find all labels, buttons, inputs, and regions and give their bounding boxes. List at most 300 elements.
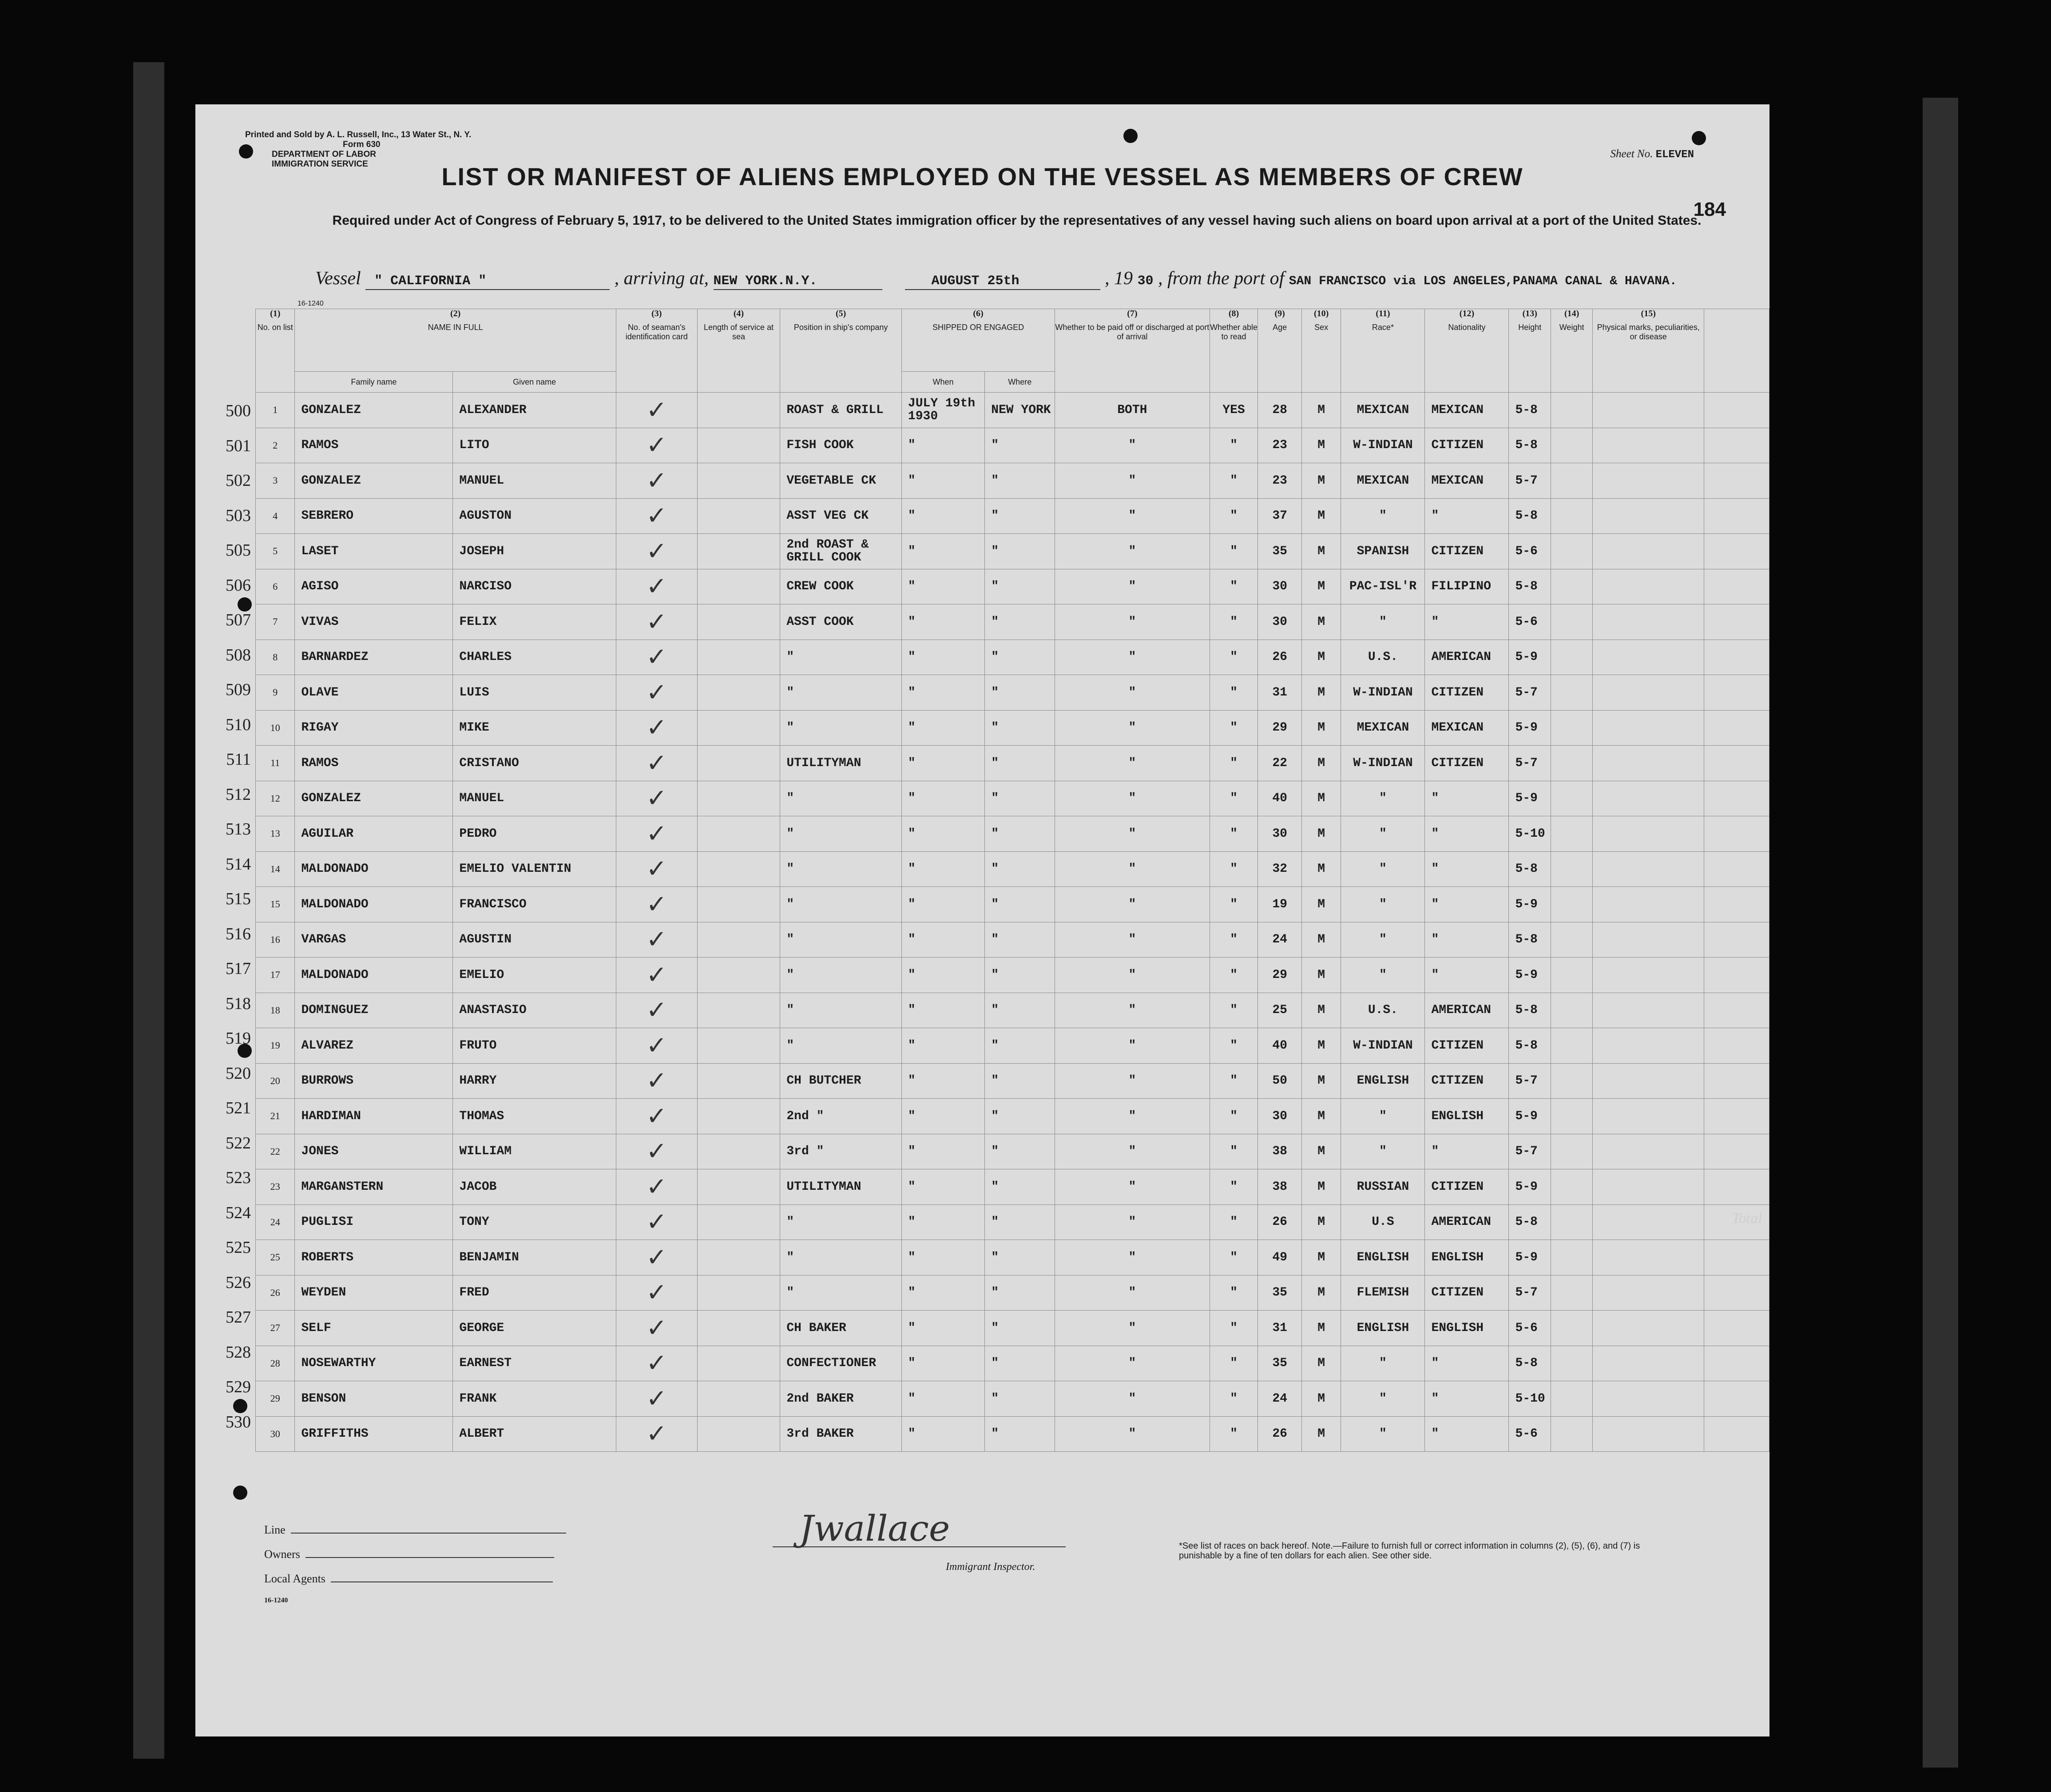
age-cell: 26 bbox=[1258, 1204, 1301, 1240]
length-of-service-cell bbox=[697, 993, 780, 1028]
table-row bbox=[256, 1028, 1769, 1064]
sheet-line-number: 502 bbox=[226, 471, 251, 490]
height-cell: 5-6 bbox=[1509, 534, 1551, 569]
height-cell: 5-7 bbox=[1509, 1275, 1551, 1311]
able-to-read-cell: " bbox=[1210, 640, 1258, 675]
blank-cell-cell bbox=[1704, 887, 1769, 922]
length-of-service-cell bbox=[697, 746, 780, 781]
col-header-sex: (10) Sex bbox=[1301, 309, 1341, 393]
given-name-cell: BENJAMIN bbox=[453, 1240, 616, 1275]
race-cell: U.S. bbox=[1341, 640, 1425, 675]
height-cell: 5-8 bbox=[1509, 1028, 1551, 1064]
position-cell: ASST VEG CK bbox=[780, 498, 902, 534]
sheet-line-number: 522 bbox=[226, 1133, 251, 1152]
able-to-read-cell: " bbox=[1210, 1099, 1258, 1134]
length-of-service-cell bbox=[697, 1240, 780, 1275]
agents-label: Local Agents bbox=[264, 1572, 325, 1585]
nationality-cell: FILIPINO bbox=[1425, 569, 1509, 604]
agents-field bbox=[264, 1572, 553, 1585]
row-number-cell: 15 bbox=[256, 887, 295, 922]
shipped-when-cell: " bbox=[901, 1169, 984, 1205]
race-cell: " bbox=[1341, 781, 1425, 816]
blank-cell-cell bbox=[1704, 710, 1769, 746]
height-cell: 5-9 bbox=[1509, 781, 1551, 816]
paid-off-cell: " bbox=[1055, 498, 1210, 534]
shipped-where-cell: " bbox=[985, 710, 1055, 746]
shipped-where-cell: NEW YORK bbox=[985, 393, 1055, 428]
row-number-cell: 11 bbox=[256, 746, 295, 781]
position-cell: 2nd ROAST & GRILL COOK bbox=[780, 534, 902, 569]
race-cell: " bbox=[1341, 958, 1425, 993]
blank-cell-cell bbox=[1704, 746, 1769, 781]
weight-cell bbox=[1551, 816, 1593, 852]
given-name-cell: AGUSTON bbox=[453, 498, 616, 534]
weight-cell bbox=[1551, 1169, 1593, 1205]
id-card-check-cell: ✓ bbox=[616, 958, 697, 993]
table-row bbox=[256, 1381, 1769, 1417]
weight-cell bbox=[1551, 993, 1593, 1028]
given-name-cell: ANASTASIO bbox=[453, 993, 616, 1028]
inspector-signature bbox=[773, 1508, 1083, 1547]
shipped-when-cell: " bbox=[901, 1416, 984, 1452]
blank-cell-cell bbox=[1704, 1346, 1769, 1381]
family-name-cell: VIVAS bbox=[295, 604, 453, 640]
physical-marks-cell bbox=[1593, 569, 1704, 604]
row-number-cell: 23 bbox=[256, 1169, 295, 1205]
length-of-service-cell bbox=[697, 1169, 780, 1205]
id-card-check-cell: ✓ bbox=[616, 1311, 697, 1346]
arrival-year: 30 bbox=[1137, 274, 1154, 289]
race-cell: " bbox=[1341, 1099, 1425, 1134]
physical-marks-cell bbox=[1593, 1099, 1704, 1134]
family-name-cell: AGISO bbox=[295, 569, 453, 604]
race-cell: MEXICAN bbox=[1341, 393, 1425, 428]
shipped-where-cell: " bbox=[985, 1204, 1055, 1240]
nationality-cell: CITIZEN bbox=[1425, 428, 1509, 463]
sheet-line-number: 521 bbox=[226, 1099, 251, 1117]
hole-punch bbox=[239, 144, 253, 159]
given-name-cell: JOSEPH bbox=[453, 534, 616, 569]
id-card-check-cell: ✓ bbox=[616, 922, 697, 958]
shipped-when-cell: " bbox=[901, 887, 984, 922]
row-number-cell: 18 bbox=[256, 993, 295, 1028]
position-cell: CH BUTCHER bbox=[780, 1063, 902, 1099]
id-card-check-cell: ✓ bbox=[616, 1063, 697, 1099]
nationality-cell: MEXICAN bbox=[1425, 710, 1509, 746]
shipped-where-cell: " bbox=[985, 958, 1055, 993]
able-to-read-cell: " bbox=[1210, 1028, 1258, 1064]
given-name-cell: ALBERT bbox=[453, 1416, 616, 1452]
family-name-cell: GONZALEZ bbox=[295, 393, 453, 428]
able-to-read-cell: " bbox=[1210, 887, 1258, 922]
id-card-check-cell: ✓ bbox=[616, 534, 697, 569]
row-number-cell: 29 bbox=[256, 1381, 295, 1417]
row-number-cell: 14 bbox=[256, 851, 295, 887]
weight-cell bbox=[1551, 640, 1593, 675]
physical-marks-cell bbox=[1593, 463, 1704, 499]
age-cell: 50 bbox=[1258, 1063, 1301, 1099]
shipped-when-cell: " bbox=[901, 1204, 984, 1240]
id-card-check-cell: ✓ bbox=[616, 746, 697, 781]
paid-off-cell: " bbox=[1055, 993, 1210, 1028]
position-cell: " bbox=[780, 710, 902, 746]
nationality-cell: CITIZEN bbox=[1425, 746, 1509, 781]
length-of-service-cell bbox=[697, 640, 780, 675]
sex-cell: M bbox=[1301, 746, 1341, 781]
row-number-cell: 4 bbox=[256, 498, 295, 534]
row-number-cell: 20 bbox=[256, 1063, 295, 1099]
able-to-read-cell: " bbox=[1210, 1204, 1258, 1240]
row-number-cell: 22 bbox=[256, 1134, 295, 1169]
sex-cell: M bbox=[1301, 1134, 1341, 1169]
paid-off-cell: " bbox=[1055, 781, 1210, 816]
department-name: DEPARTMENT OF LABOR bbox=[272, 150, 377, 159]
length-of-service-cell bbox=[697, 1099, 780, 1134]
age-cell: 23 bbox=[1258, 463, 1301, 499]
race-cell: U.S. bbox=[1341, 993, 1425, 1028]
weight-cell bbox=[1551, 1311, 1593, 1346]
given-name-cell: FELIX bbox=[453, 604, 616, 640]
paid-off-cell: " bbox=[1055, 1028, 1210, 1064]
table-row bbox=[256, 922, 1769, 958]
sheet-line-number: 520 bbox=[226, 1064, 251, 1083]
given-name-cell: EARNEST bbox=[453, 1346, 616, 1381]
family-name-cell: DOMINGUEZ bbox=[295, 993, 453, 1028]
nationality-cell: " bbox=[1425, 851, 1509, 887]
age-cell: 25 bbox=[1258, 993, 1301, 1028]
blank-cell-cell bbox=[1704, 463, 1769, 499]
sex-cell: M bbox=[1301, 1240, 1341, 1275]
position-cell: " bbox=[780, 816, 902, 852]
shipped-where-cell: " bbox=[985, 1063, 1055, 1099]
blank-cell-cell bbox=[1704, 1169, 1769, 1205]
family-name-cell: MALDONADO bbox=[295, 887, 453, 922]
physical-marks-cell bbox=[1593, 1381, 1704, 1417]
position-cell: " bbox=[780, 851, 902, 887]
id-card-check-cell: ✓ bbox=[616, 816, 697, 852]
length-of-service-cell bbox=[697, 498, 780, 534]
id-card-check-cell: ✓ bbox=[616, 1416, 697, 1452]
age-cell: 23 bbox=[1258, 428, 1301, 463]
length-of-service-cell bbox=[697, 1204, 780, 1240]
shipped-where-cell: " bbox=[985, 569, 1055, 604]
height-cell: 5-8 bbox=[1509, 428, 1551, 463]
blank-cell-cell bbox=[1704, 1099, 1769, 1134]
departure-port: SAN FRANCISCO via LOS ANGELES,PANAMA CANAL & HAVANA. bbox=[1289, 274, 1677, 288]
table-row bbox=[256, 1204, 1769, 1240]
shipped-when-cell: " bbox=[901, 1134, 984, 1169]
age-cell: 35 bbox=[1258, 534, 1301, 569]
position-cell: CH BAKER bbox=[780, 1311, 902, 1346]
race-cell: " bbox=[1341, 1416, 1425, 1452]
sex-cell: M bbox=[1301, 604, 1341, 640]
sex-cell: M bbox=[1301, 640, 1341, 675]
blank-cell-cell bbox=[1704, 675, 1769, 711]
footnote: *See list of races on back hereof. Note.—Failure to furnish full or correct information in columns (2), (5), (6), and (7) is punishable by a fine of ten dollars for each alien. See other side. bbox=[1179, 1541, 1640, 1561]
col-header-length: (4) Length of service at sea bbox=[697, 309, 780, 393]
right-binding-strip bbox=[1923, 98, 1958, 1768]
shipped-where-cell: " bbox=[985, 428, 1055, 463]
shipped-where-cell: " bbox=[985, 922, 1055, 958]
position-cell: " bbox=[780, 1240, 902, 1275]
table-row bbox=[256, 1240, 1769, 1275]
page-title: LIST OR MANIFEST OF ALIENS EMPLOYED ON THE VESSEL AS MEMBERS OF CREW bbox=[441, 163, 1523, 191]
able-to-read-cell: " bbox=[1210, 1169, 1258, 1205]
id-card-check-cell: ✓ bbox=[616, 675, 697, 711]
nationality-cell: " bbox=[1425, 604, 1509, 640]
sex-cell: M bbox=[1301, 428, 1341, 463]
length-of-service-cell bbox=[697, 428, 780, 463]
table-row bbox=[256, 534, 1769, 569]
sheet-line-number: 512 bbox=[226, 785, 251, 804]
physical-marks-cell bbox=[1593, 958, 1704, 993]
hole-punch bbox=[238, 597, 252, 612]
physical-marks-cell bbox=[1593, 604, 1704, 640]
given-name-cell: CHARLES bbox=[453, 640, 616, 675]
family-name-cell: RAMOS bbox=[295, 428, 453, 463]
sex-cell: M bbox=[1301, 1169, 1341, 1205]
nationality-cell: " bbox=[1425, 1346, 1509, 1381]
id-card-check-cell: ✓ bbox=[616, 463, 697, 499]
position-cell: " bbox=[780, 1204, 902, 1240]
col-header-age: (9) Age bbox=[1258, 309, 1301, 393]
hole-punch bbox=[233, 1486, 247, 1500]
given-name-cell: LITO bbox=[453, 428, 616, 463]
shipped-when-cell: " bbox=[901, 428, 984, 463]
age-cell: 49 bbox=[1258, 1240, 1301, 1275]
sex-cell: M bbox=[1301, 463, 1341, 499]
length-of-service-cell bbox=[697, 1311, 780, 1346]
age-cell: 29 bbox=[1258, 710, 1301, 746]
family-name-cell: BARNARDEZ bbox=[295, 640, 453, 675]
position-cell: FISH COOK bbox=[780, 428, 902, 463]
length-of-service-cell bbox=[697, 569, 780, 604]
able-to-read-cell: " bbox=[1210, 534, 1258, 569]
blank-cell-cell bbox=[1704, 393, 1769, 428]
family-name-cell: AGUILAR bbox=[295, 816, 453, 852]
height-cell: 5-8 bbox=[1509, 393, 1551, 428]
blank-cell-cell bbox=[1704, 1311, 1769, 1346]
weight-cell bbox=[1551, 1204, 1593, 1240]
physical-marks-cell bbox=[1593, 922, 1704, 958]
col-header-marks: (15) Physical marks, peculiarities, or disease bbox=[1593, 309, 1704, 393]
blank-cell-cell bbox=[1704, 498, 1769, 534]
physical-marks-cell bbox=[1593, 1311, 1704, 1346]
race-cell: ENGLISH bbox=[1341, 1311, 1425, 1346]
row-number-cell: 3 bbox=[256, 463, 295, 499]
shipped-where-cell: " bbox=[985, 675, 1055, 711]
length-of-service-cell bbox=[697, 1346, 780, 1381]
shipped-where-cell: " bbox=[985, 1311, 1055, 1346]
weight-cell bbox=[1551, 1099, 1593, 1134]
shipped-where-cell: " bbox=[985, 534, 1055, 569]
arriving-label: , arriving at, bbox=[614, 268, 709, 289]
shipped-where-cell: " bbox=[985, 1275, 1055, 1311]
sex-cell: M bbox=[1301, 1416, 1341, 1452]
age-cell: 22 bbox=[1258, 746, 1301, 781]
race-cell: " bbox=[1341, 887, 1425, 922]
weight-cell bbox=[1551, 1240, 1593, 1275]
physical-marks-cell bbox=[1593, 710, 1704, 746]
owners-label: Owners bbox=[264, 1548, 300, 1561]
sheet-number bbox=[1611, 148, 1694, 161]
length-of-service-cell bbox=[697, 463, 780, 499]
sheet-line-number: 513 bbox=[226, 820, 251, 838]
sheet-number-value: ELEVEN bbox=[1655, 149, 1694, 161]
position-cell: " bbox=[780, 958, 902, 993]
family-name-cell: OLAVE bbox=[295, 675, 453, 711]
race-cell: W-INDIAN bbox=[1341, 746, 1425, 781]
sex-cell: M bbox=[1301, 1275, 1341, 1311]
table-row bbox=[256, 1311, 1769, 1346]
paid-off-cell: " bbox=[1055, 640, 1210, 675]
position-cell: CREW COOK bbox=[780, 569, 902, 604]
position-cell: ASST COOK bbox=[780, 604, 902, 640]
shipped-where-cell: " bbox=[985, 746, 1055, 781]
length-of-service-cell bbox=[697, 816, 780, 852]
blank-cell-cell bbox=[1704, 922, 1769, 958]
nationality-cell: " bbox=[1425, 498, 1509, 534]
nationality-cell: CITIZEN bbox=[1425, 1275, 1509, 1311]
physical-marks-cell bbox=[1593, 816, 1704, 852]
table-row bbox=[256, 1416, 1769, 1452]
shipped-where-cell: " bbox=[985, 1240, 1055, 1275]
nationality-cell: " bbox=[1425, 958, 1509, 993]
sex-cell: M bbox=[1301, 710, 1341, 746]
id-card-check-cell: ✓ bbox=[616, 1099, 697, 1134]
hole-punch bbox=[1692, 131, 1706, 145]
nationality-cell: " bbox=[1425, 1416, 1509, 1452]
sheet-line-number: 507 bbox=[226, 611, 251, 629]
blank-cell-cell bbox=[1704, 1028, 1769, 1064]
shipped-when-cell: " bbox=[901, 746, 984, 781]
physical-marks-cell bbox=[1593, 746, 1704, 781]
paid-off-cell: " bbox=[1055, 463, 1210, 499]
age-cell: 31 bbox=[1258, 1311, 1301, 1346]
race-cell: ENGLISH bbox=[1341, 1063, 1425, 1099]
position-cell: 3rd " bbox=[780, 1134, 902, 1169]
length-of-service-cell bbox=[697, 393, 780, 428]
col-header-no: (1) No. on list bbox=[256, 309, 295, 393]
paid-off-cell: " bbox=[1055, 1204, 1210, 1240]
height-cell: 5-8 bbox=[1509, 1204, 1551, 1240]
table-row bbox=[256, 710, 1769, 746]
paid-off-cell: " bbox=[1055, 958, 1210, 993]
shipped-when-cell: " bbox=[901, 958, 984, 993]
sex-cell: M bbox=[1301, 816, 1341, 852]
position-cell: 2nd BAKER bbox=[780, 1381, 902, 1417]
physical-marks-cell bbox=[1593, 1063, 1704, 1099]
shipped-when-cell: " bbox=[901, 640, 984, 675]
sex-cell: M bbox=[1301, 922, 1341, 958]
family-name-cell: JONES bbox=[295, 1134, 453, 1169]
page-number: 184 bbox=[1693, 199, 1726, 220]
blank-cell-cell bbox=[1704, 534, 1769, 569]
weight-cell bbox=[1551, 428, 1593, 463]
table-row bbox=[256, 428, 1769, 463]
family-name-cell: WEYDEN bbox=[295, 1275, 453, 1311]
height-cell: 5-9 bbox=[1509, 958, 1551, 993]
family-name-cell: HARDIMAN bbox=[295, 1099, 453, 1134]
shipped-where-cell: " bbox=[985, 1028, 1055, 1064]
shipped-when-cell: " bbox=[901, 816, 984, 852]
family-name-cell: MALDONADO bbox=[295, 851, 453, 887]
physical-marks-cell bbox=[1593, 887, 1704, 922]
weight-cell bbox=[1551, 1381, 1593, 1417]
height-cell: 5-8 bbox=[1509, 569, 1551, 604]
row-number-cell: 19 bbox=[256, 1028, 295, 1064]
race-cell: MEXICAN bbox=[1341, 463, 1425, 499]
crew-table bbox=[255, 309, 1769, 1452]
sheet-line-number: 503 bbox=[226, 506, 251, 525]
inspector-label: Immigrant Inspector. bbox=[946, 1561, 1035, 1573]
hole-punch bbox=[233, 1399, 247, 1413]
sheet-line-number: 530 bbox=[226, 1412, 251, 1431]
nationality-cell: " bbox=[1425, 922, 1509, 958]
blank-cell-cell bbox=[1704, 816, 1769, 852]
blank-cell-cell bbox=[1704, 1416, 1769, 1452]
sex-cell: M bbox=[1301, 569, 1341, 604]
nationality-cell: CITIZEN bbox=[1425, 1169, 1509, 1205]
table-row bbox=[256, 958, 1769, 993]
signature-text: Jwallace bbox=[799, 1508, 950, 1549]
paid-off-cell: " bbox=[1055, 1416, 1210, 1452]
race-cell: SPANISH bbox=[1341, 534, 1425, 569]
family-name-cell: LASET bbox=[295, 534, 453, 569]
given-name-cell: AGUSTIN bbox=[453, 922, 616, 958]
position-cell: " bbox=[780, 993, 902, 1028]
id-card-check-cell: ✓ bbox=[616, 781, 697, 816]
able-to-read-cell: " bbox=[1210, 1134, 1258, 1169]
position-cell: 2nd " bbox=[780, 1099, 902, 1134]
age-cell: 29 bbox=[1258, 958, 1301, 993]
position-cell: VEGETABLE CK bbox=[780, 463, 902, 499]
paid-off-cell: " bbox=[1055, 746, 1210, 781]
height-cell: 5-8 bbox=[1509, 851, 1551, 887]
row-number-cell: 2 bbox=[256, 428, 295, 463]
vessel-name: " CALIFORNIA " bbox=[374, 274, 487, 289]
position-cell: UTILITYMAN bbox=[780, 746, 902, 781]
age-cell: 30 bbox=[1258, 569, 1301, 604]
form-code: 16-1240 bbox=[298, 300, 324, 307]
paid-off-cell: " bbox=[1055, 1169, 1210, 1205]
nationality-cell: " bbox=[1425, 781, 1509, 816]
arrival-date: AUGUST 25th bbox=[931, 274, 1020, 289]
race-cell: ENGLISH bbox=[1341, 1240, 1425, 1275]
able-to-read-cell: " bbox=[1210, 1240, 1258, 1275]
table-row bbox=[256, 746, 1769, 781]
table-row bbox=[256, 675, 1769, 711]
row-number-cell: 9 bbox=[256, 675, 295, 711]
given-name-cell: FRUTO bbox=[453, 1028, 616, 1064]
length-of-service-cell bbox=[697, 887, 780, 922]
able-to-read-cell: " bbox=[1210, 569, 1258, 604]
family-name-cell: MALDONADO bbox=[295, 958, 453, 993]
sheet-line-number: 514 bbox=[226, 854, 251, 874]
row-number-cell: 30 bbox=[256, 1416, 295, 1452]
shipped-when-cell: JULY 19th 1930 bbox=[901, 393, 984, 428]
header-row bbox=[256, 309, 1769, 372]
sheet-line-number: 509 bbox=[226, 680, 251, 699]
height-cell: 5-8 bbox=[1509, 993, 1551, 1028]
nationality-cell: CITIZEN bbox=[1425, 1028, 1509, 1064]
family-name-cell: ROBERTS bbox=[295, 1240, 453, 1275]
able-to-read-cell: " bbox=[1210, 922, 1258, 958]
table-row bbox=[256, 1134, 1769, 1169]
able-to-read-cell: " bbox=[1210, 1311, 1258, 1346]
family-name-cell: GONZALEZ bbox=[295, 463, 453, 499]
height-cell: 5-6 bbox=[1509, 1311, 1551, 1346]
